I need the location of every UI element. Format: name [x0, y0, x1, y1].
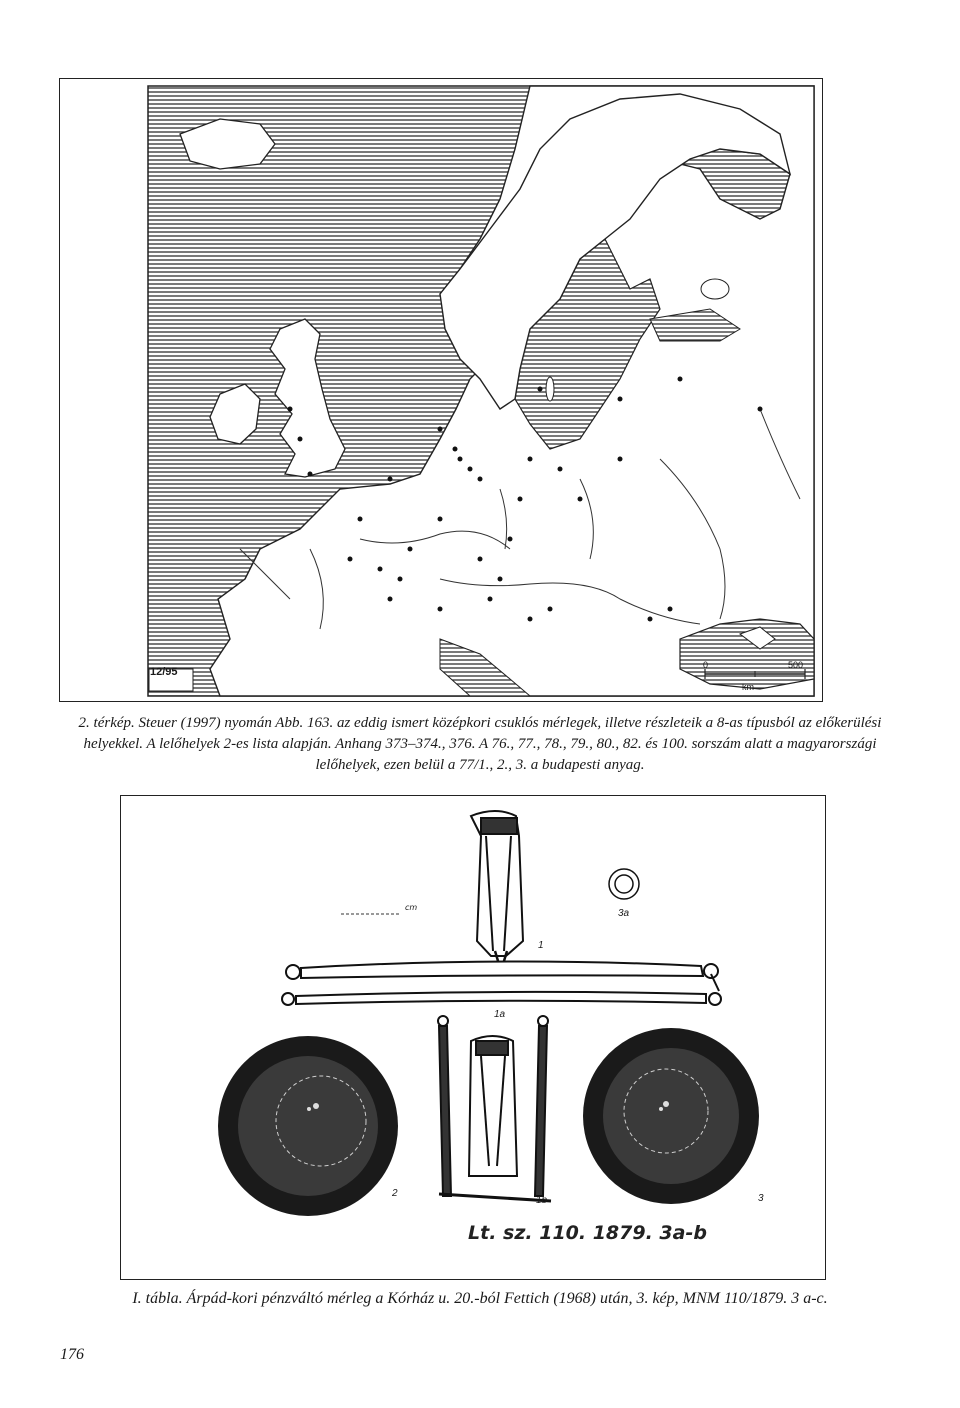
- small-weight: [609, 869, 639, 899]
- scale-balance-drawing: [121, 796, 827, 1281]
- balance-needle: [471, 811, 523, 971]
- label-part-1b: 1b: [536, 1195, 548, 1206]
- page-number: 176: [60, 1346, 84, 1363]
- inventory-number: Lt. sz. 110. 1879. 3a-b: [468, 1222, 707, 1244]
- right-pan: [583, 1028, 759, 1204]
- plate-caption: I. tábla. Árpád-kori pénzváltó mérleg a Kórház u. 20.-ból Fettich (1968) után, 3. kép, MNM 110/1879. 3 a-c.: [132, 1290, 828, 1307]
- map-caption-line-1: 2. térkép. Steuer (1997) nyomán Abb. 163. az eddig ismert középkori csuklós mérlegek, illetve részleteik a 8-as típusból az előkerülési: [78, 715, 882, 731]
- europe-map: [60, 79, 824, 703]
- balance-beam: [282, 961, 721, 1005]
- map-caption-line-3: lelőhelyek, ezen belül a 77/1., 2., 3. a budapesti anyag.: [315, 757, 645, 773]
- scale-unit-label: km: [742, 682, 754, 692]
- map-figure: [59, 78, 823, 702]
- scale-value-label: 500: [788, 660, 804, 670]
- map-caption-line-2: helyekkel. A lelőhelyek 2-es lista alapján. Anhang 373–374., 376. A 76., 77., 78., 79., 80., 82. és 100. sorszám alatt a magyarországi: [83, 736, 877, 752]
- cm-scale-label: cm: [405, 903, 418, 912]
- label-part-1: 1: [538, 940, 544, 951]
- scale-zero-label: 0: [703, 660, 709, 670]
- label-part-3: 3: [758, 1193, 764, 1204]
- label-part-2: 2: [392, 1188, 398, 1199]
- plate-figure: [120, 795, 826, 1280]
- map-id-label: 12/95: [150, 666, 178, 678]
- label-part-3a: 3a: [618, 908, 630, 919]
- balance-stand: [438, 1016, 551, 1201]
- left-pan: [218, 1036, 398, 1216]
- label-part-1a: 1a: [494, 1009, 506, 1020]
